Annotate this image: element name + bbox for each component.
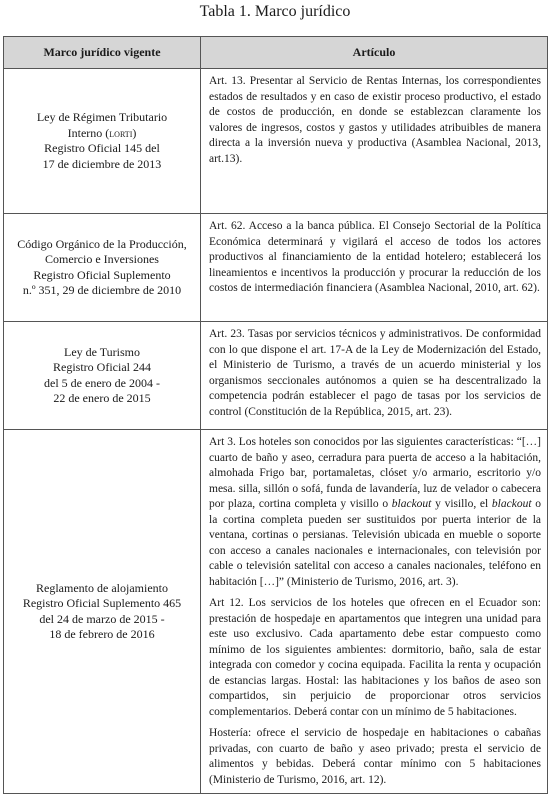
article-text: Art. 13. Presentar al Servicio de Rentas Internas, los correspondientes estados de resultados y en caso de existir proceso productivo, el estado de costos de producción, en donde se establezcan claramente los valores de ingresos, costos y gastos y utilidades atribuibles de manera directa a la inversión nueva y productiva (Asamblea Nacional, 2013, art.13). bbox=[209, 75, 541, 165]
lorti-abbreviation: lorti bbox=[109, 125, 133, 140]
law-line: del 24 de marzo de 2015 - bbox=[39, 611, 165, 626]
article-text: Art. 23. Tasas por servicios técnicos y administrativos. De conformidad con lo que dispone el art. 17-A de la Ley de Modernización del Estado, el Ministerio de Turismo, a través de un acuerdo ministerial y los organismos seccionales autónomos a quien se ha descentralizado la competencia podrán establecer el pago de tasas por los servicios de control (Constitución de la República, 2015, art. 23). bbox=[209, 328, 541, 418]
header-legal-framework: Marco jurídico vigente bbox=[4, 37, 201, 69]
law-line: del 5 de enero de 2004 - bbox=[44, 375, 160, 390]
italic-term: blackout bbox=[491, 498, 532, 510]
legal-framework-table bbox=[3, 36, 548, 794]
table-title: Tabla 1. Marco jurídico bbox=[199, 3, 351, 20]
law-line: Código Orgánico de la Producción, bbox=[17, 236, 187, 251]
italic-term: blackout bbox=[391, 498, 432, 510]
law-cell bbox=[4, 214, 201, 322]
law-line: Reglamento de alojamiento bbox=[36, 580, 168, 595]
article-cell bbox=[201, 214, 548, 322]
law-line: Registro Oficial 244 bbox=[53, 360, 151, 374]
law-line: Comercio e Inversiones bbox=[45, 252, 159, 266]
law-line: 22 de enero de 2015 bbox=[53, 391, 151, 405]
article-cell bbox=[201, 69, 548, 214]
table-header-row bbox=[4, 37, 548, 69]
law-line: Registro Oficial Suplemento bbox=[33, 267, 171, 282]
article-text: Art. 62. Acceso a la banca pública. El Consejo Sectorial de la Política Económica determinará y vigilará el acceso de todos los actores productivos al financiamiento de la entidad hotelero; establecerá los lineamientos e incentivos la producción y procurar la reducción de los costos de intermediación financiera (Asamblea Nacional, 2010, art. 62). bbox=[209, 220, 541, 294]
article-cell bbox=[201, 322, 548, 430]
law-line: 18 de febrero de 2016 bbox=[49, 627, 155, 641]
law-line: Interno (lorti) bbox=[67, 125, 137, 140]
header-article: Artículo bbox=[201, 37, 548, 69]
article-text: Art 3. Los hoteles son conocidos por las siguientes características: “[…] cuarto de baño y aseo, cerradura para puerta de acceso a la habitación, almohada Frigo bar, portamaletas, clóset y/o armario, escritorio y/o mesa. silla, sillón o sofá, funda de lavandería, luz de velador o cabecera por plaza, cortina completa y visillo o blackout y visillo, el blackout o la cortina completa pueden ser sustituidos por puerta interior de la ventana, cortinas o persianas. Televisión ubicada en mueble o soporte con acceso a canales nacionales e internacionales, con televisión por cable o televisión satelital con acceso a canales nacionales, teléfono en habitación […]” (Ministerio de Turismo, 2016, art. 3). bbox=[209, 436, 541, 588]
article-text: Art 12. Los servicios de los hoteles que ofrecen en el Ecuador son: prestación de hospedaje en apartamentos que integren una unidad para este uso exclusivo. Cada apartamento debe estar compuesto como mínimo de los siguientes ambientes: dormitorio, baño, sala de estar integrada con comedor y cocina equipada. Facilita la renta y ocupación de estancias largas. Hostal: las habitaciones y los baños de aseo son compartidos, sin perjuicio de proporcionar otros servicios complementarios. Deberá contar con un mínimo de 5 habitaciones. bbox=[209, 597, 541, 718]
law-line: n.º 351, 29 de diciembre de 2010 bbox=[22, 283, 182, 297]
table-row bbox=[4, 322, 548, 430]
law-cell bbox=[4, 322, 201, 430]
law-line: Registro Oficial Suplemento 465 bbox=[22, 596, 182, 610]
law-line: Registro Oficial 145 del bbox=[44, 141, 160, 155]
article-text: Hostería: ofrece el servicio de hospedaje en habitaciones o cabañas privadas, con cuarto de baño y aseo privado; presta el servicio de alimentos y bebidas. Deberá contar mínimo con 5 habitaciones (Ministerio de Turismo, 2016, art. 12). bbox=[209, 727, 541, 786]
table-row bbox=[4, 214, 548, 322]
law-cell bbox=[4, 69, 201, 214]
article-cell bbox=[201, 430, 548, 794]
law-cell bbox=[4, 430, 201, 794]
law-line: Ley de Turismo bbox=[63, 344, 140, 359]
table-row bbox=[4, 430, 548, 794]
law-line: 17 de diciembre de 2013 bbox=[42, 156, 162, 171]
law-line: Ley de Régimen Tributario bbox=[36, 110, 168, 124]
table-row bbox=[4, 69, 548, 214]
